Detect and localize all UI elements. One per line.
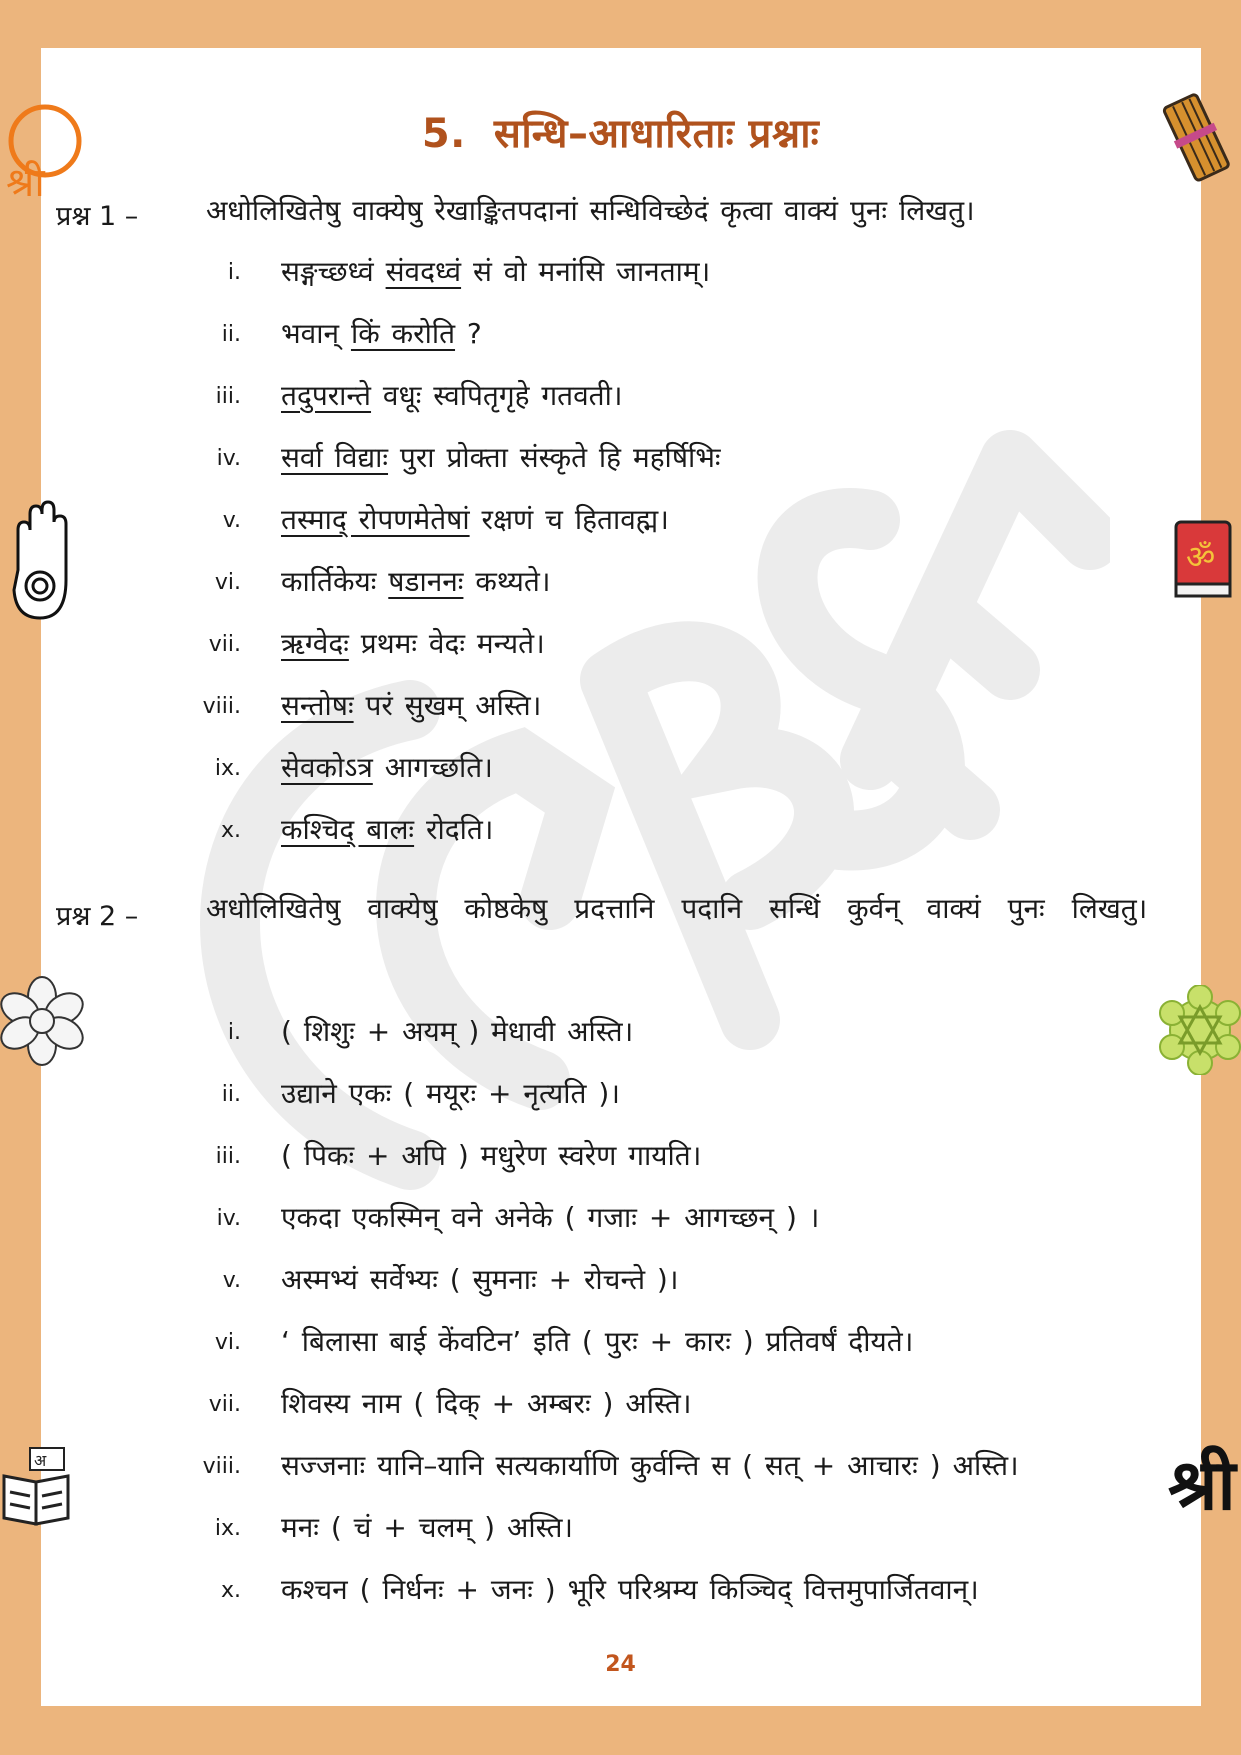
item-number: vii.	[208, 1392, 241, 1417]
item-sentence	[281, 810, 493, 848]
underlined-word: सेवकोऽत्र	[281, 751, 373, 784]
item-sentence: उद्याने एकः ( मयूरः + नृत्यति )।	[281, 1077, 620, 1110]
underlined-word: तदुपरान्ते	[281, 379, 372, 412]
q2-item	[0, 1384, 1241, 1434]
sentence-prefix: सङ्गच्छध्वं	[281, 255, 386, 288]
item-number: vi.	[214, 1330, 241, 1355]
q2-item	[0, 1508, 1241, 1558]
sentence-suffix: सं वो मनांसि जानताम्।	[461, 255, 711, 288]
item-number: vi.	[214, 570, 241, 595]
item-sentence: ‘ बिलासा बाई केंवटिन’ इति ( पुरः + कारः ) प्रतिवर्षं दीयते।	[281, 1325, 914, 1358]
item-sentence	[281, 438, 721, 476]
item-number: ii.	[221, 1082, 241, 1107]
item-sentence	[281, 686, 541, 724]
underlined-word: सन्तोषः	[281, 689, 354, 722]
q2-item	[0, 1074, 1241, 1124]
item-number: vii.	[208, 632, 241, 657]
underlined-word: ऋग्वेदः	[281, 627, 349, 660]
sentence-suffix: वधूः स्वपितृगृहे गतवती।	[371, 379, 623, 412]
page-number: 24	[605, 1652, 636, 1677]
item-number: i.	[227, 1020, 241, 1045]
item-number: iv.	[216, 446, 241, 471]
item-number: v.	[222, 1268, 241, 1293]
chapter-number: 5.	[421, 111, 466, 157]
underlined-word: षडाननः	[388, 565, 464, 598]
underlined-word: संवदध्वं	[385, 255, 462, 288]
q2-item	[0, 1198, 1241, 1248]
item-number: i.	[227, 260, 241, 285]
scroll-bundle-icon	[1160, 90, 1230, 185]
item-sentence	[281, 314, 482, 352]
item-number: ii.	[221, 322, 241, 347]
item-sentence	[281, 624, 545, 662]
item-number: x.	[220, 1578, 241, 1603]
q2-item	[0, 1136, 1241, 1186]
q1-item	[0, 562, 1241, 612]
item-sentence: मनः ( चं + चलम् ) अस्ति।	[281, 1511, 574, 1544]
item-sentence	[281, 500, 669, 538]
item-number: ix.	[214, 756, 241, 781]
item-sentence: शिवस्य नाम ( दिक् + अम्बरः ) अस्ति।	[281, 1387, 692, 1420]
shri-logo-icon	[0, 96, 90, 206]
shri-calligraphy-icon: श्री	[1168, 1444, 1236, 1526]
sentence-suffix: पुरा प्रोक्ता संस्कृते हि महर्षिभिः	[388, 441, 721, 474]
shri-logo-text: श्री	[6, 160, 45, 206]
q1-item	[0, 686, 1241, 736]
sentence-prefix: कार्तिकेयः	[281, 565, 389, 598]
item-sentence: ( शिशुः + अयम् ) मेधावी अस्ति।	[281, 1015, 634, 1048]
q2-item	[0, 1260, 1241, 1310]
open-book-text: अ	[34, 1451, 47, 1470]
sentence-suffix: कथ्यते।	[463, 565, 551, 598]
item-number: iii.	[215, 384, 241, 409]
question-1-label: प्रश्न 1 –	[56, 201, 139, 232]
underlined-word: सर्वा विद्याः	[281, 441, 389, 474]
item-sentence: सज्जनाः यानि–यानि सत्यकार्याणि कुर्वन्ति स ( सत् + आचारः ) अस्ति।	[281, 1449, 1019, 1482]
q2-item	[0, 1322, 1241, 1372]
q1-item	[0, 252, 1241, 302]
q2-item	[0, 1012, 1241, 1062]
sentence-suffix: आगच्छति।	[372, 751, 493, 784]
q1-item	[0, 624, 1241, 674]
page-title	[0, 104, 1241, 159]
chapter-title: सन्धि–आधारिताः प्रश्नाः	[493, 111, 820, 157]
q1-item	[0, 314, 1241, 364]
q2-item	[0, 1446, 1241, 1496]
item-number: ix.	[214, 1516, 241, 1541]
q1-item	[0, 500, 1241, 550]
underlined-word: तस्माद् रोपणमेतेषां	[281, 503, 470, 536]
item-sentence: अस्मभ्यं सर्वेभ्यः ( सुमनाः + रोचन्ते )।	[281, 1263, 679, 1296]
sentence-prefix: भवान्	[281, 317, 351, 350]
item-number: x.	[220, 818, 241, 843]
item-sentence	[281, 748, 493, 786]
item-number: iii.	[215, 1144, 241, 1169]
item-sentence	[281, 252, 710, 290]
question-1-text: अधोलिखितेषु वाक्येषु रेखाङ्कितपदानां सन्धिविच्छेदं कृत्वा वाक्यं पुनः लिखतु।	[206, 194, 975, 227]
item-sentence	[281, 562, 550, 600]
item-sentence	[281, 376, 623, 414]
item-number: v.	[222, 508, 241, 533]
sentence-suffix: रक्षणं च हितावह्म।	[469, 503, 669, 536]
underlined-word: किं करोति	[350, 317, 456, 350]
item-number: iv.	[216, 1206, 241, 1231]
sentence-suffix: परं सुखम् अस्ति।	[353, 689, 542, 722]
question-2-text: अधोलिखितेषु वाक्येषु कोष्ठकेषु प्रदत्तानि पदानि सन्धिं कुर्वन् वाक्यं पुनः लिखतु।	[206, 892, 1148, 925]
sentence-suffix: रोदति।	[414, 813, 494, 846]
sentence-suffix: प्रथमः वेदः मन्यते।	[348, 627, 545, 660]
q1-item	[0, 376, 1241, 426]
item-sentence: कश्चन ( निर्धनः + जनः ) भूरि परिश्रम्य किञ्चिद् वित्तमुपार्जितवान्।	[281, 1573, 979, 1606]
q2-item	[0, 1570, 1241, 1620]
q1-item	[0, 748, 1241, 798]
q1-item	[0, 810, 1241, 860]
q1-item	[0, 438, 1241, 488]
question-2-label: प्रश्न 2 –	[56, 901, 139, 932]
om-book-text: ॐ	[1186, 538, 1216, 576]
underlined-word: कश्चिद् बालः	[281, 813, 415, 846]
item-sentence: एकदा एकस्मिन् वने अनेके ( गजाः + आगच्छन् ) ।	[281, 1201, 820, 1234]
item-number: viii.	[202, 694, 241, 719]
item-sentence: ( पिकः + अपि ) मधुरेण स्वरेण गायति।	[281, 1139, 702, 1172]
sentence-suffix: ?	[455, 317, 482, 350]
item-number: viii.	[202, 1454, 241, 1479]
